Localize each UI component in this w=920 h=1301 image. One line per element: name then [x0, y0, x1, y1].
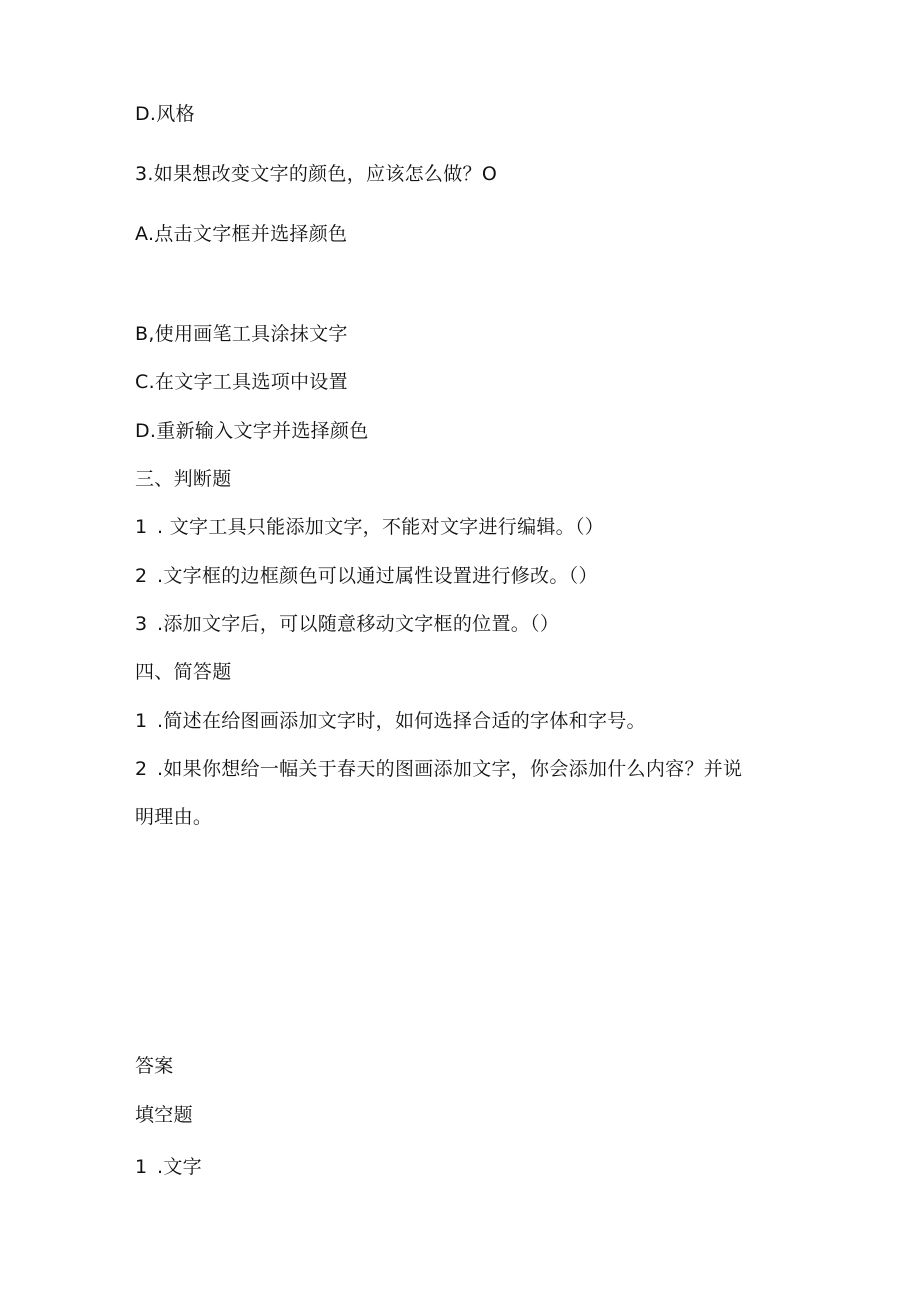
option-3d: D.重新输入文字并选择颜色 — [135, 420, 369, 442]
true-false-item-3: 3 .添加文字后，可以随意移动文字框的位置。（） — [135, 613, 560, 635]
question-3: 3.如果想改变文字的颜色，应该怎么做？O — [135, 163, 498, 185]
option-3b: B,使用画笔工具涂抹文字 — [135, 323, 348, 345]
answers-section-fill-blank: 填空题 — [135, 1104, 193, 1126]
answers-heading: 答案 — [135, 1055, 174, 1077]
answer-item-1: 1 .文字 — [135, 1156, 202, 1178]
option-3c: C.在文字工具选项中设置 — [135, 371, 348, 393]
section-heading-short-answer: 四、简答题 — [135, 661, 232, 683]
section-heading-true-false: 三、判断题 — [135, 468, 232, 490]
short-answer-item-2: 2 .如果你想给一幅关于春天的图画添加文字，你会添加什么内容？并说 — [135, 758, 743, 780]
short-answer-item-1: 1 .简述在给图画添加文字时，如何选择合适的字体和字号。 — [135, 710, 646, 732]
true-false-item-1: 1 . 文字工具只能添加文字，不能对文字进行编辑。（） — [135, 516, 605, 538]
true-false-item-2: 2 .文字框的边框颜色可以通过属性设置进行修改。（） — [135, 565, 598, 587]
option-2d: D.风格 — [135, 103, 195, 125]
short-answer-item-2-continued: 明理由。 — [135, 806, 213, 828]
option-3a: A.点击文字框并选择颜色 — [135, 223, 348, 245]
